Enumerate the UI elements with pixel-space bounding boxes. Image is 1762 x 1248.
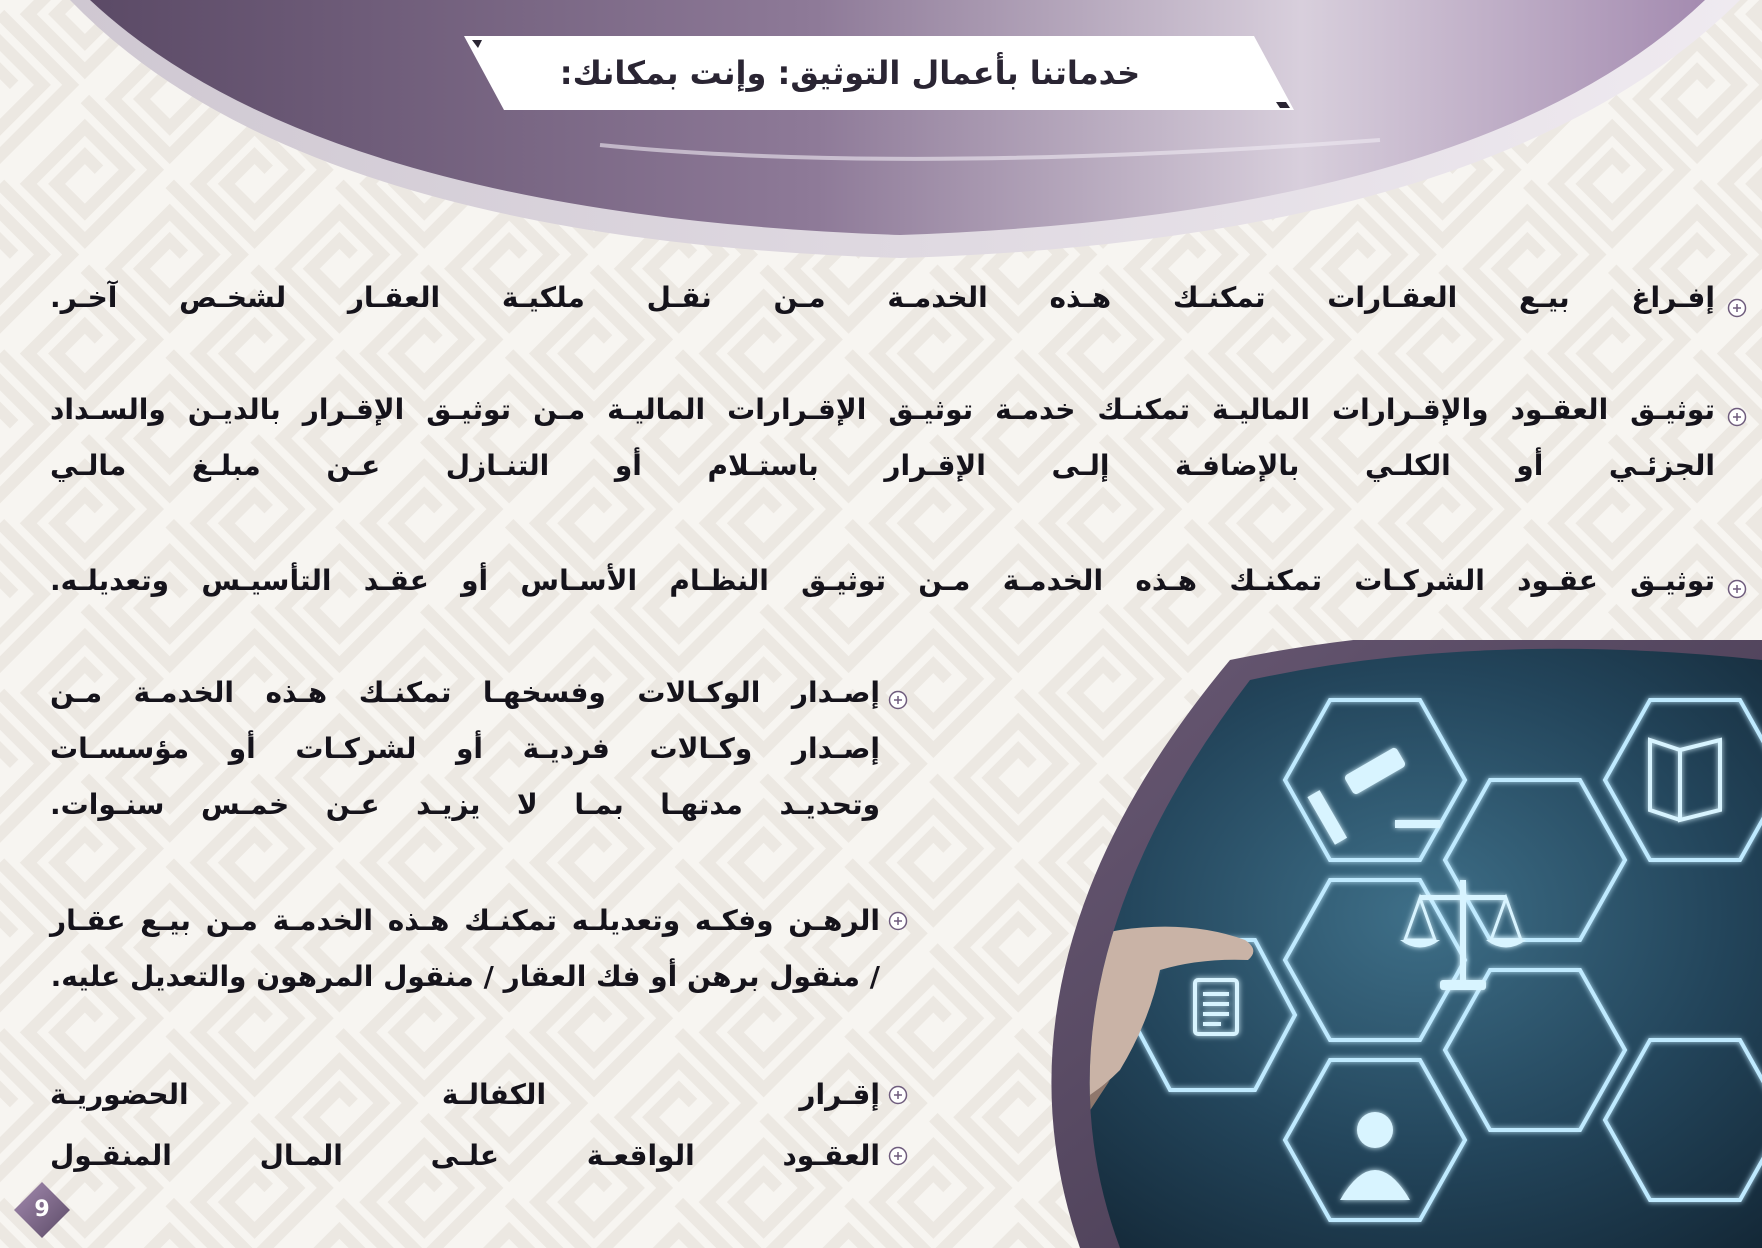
service-item-power-of-attorney bbox=[50, 665, 880, 833]
item-line: إصـدار وكـالات فرديـة أو لشركـات أو مؤسسـات bbox=[50, 732, 880, 765]
item-line: العقـود الواقعـة علـى المـال المنقـول bbox=[50, 1139, 880, 1172]
circle-emblem-icon bbox=[1727, 407, 1747, 427]
service-item-company-contracts bbox=[50, 553, 1715, 609]
page-number: 9 bbox=[34, 1197, 50, 1222]
service-item-movable-property bbox=[50, 1128, 880, 1184]
circle-emblem-icon bbox=[888, 1085, 908, 1105]
page-title: خدماتنا بأعمال التوثيق: وإنت بمكانك: bbox=[559, 54, 1141, 92]
service-item-mortgage bbox=[50, 893, 880, 1005]
circle-emblem-icon bbox=[888, 911, 908, 931]
item-line: / منقول برهن أو فك العقار / منقول المرهون والتعديل عليه. bbox=[50, 960, 880, 993]
circle-emblem-icon bbox=[888, 1146, 908, 1166]
service-item-property-transfer bbox=[50, 270, 1715, 326]
item-line: الرهـن وفكـه وتعديلـه تمكنـك هـذه الخدمـة مـن بيـع عقـار bbox=[50, 904, 880, 937]
item-line: إصـدار الوكـالات وفسخهـا تمكنـك هـذه الخدمـة مـن bbox=[50, 676, 880, 709]
item-line: إفـراغ بيـع العقـارات تمكنـك هـذه الخدمـة مـن نقـل ملكيـة العقـار لشخـص آخـر. bbox=[50, 281, 1715, 314]
circle-emblem-icon bbox=[1727, 298, 1747, 318]
digital-justice-photo bbox=[1000, 640, 1762, 1248]
circle-emblem-icon bbox=[888, 690, 908, 710]
item-line: توثيـق عقـود الشركـات تمكنـك هـذه الخدمـة مـن توثيـق النظـام الأسـاس أو عقـد التأسيـس وتعديلـه. bbox=[50, 564, 1715, 597]
item-line: توثيـق العقـود والإقـرارات الماليـة تمكنـك خدمـة توثيـق الإقـرارات الماليـة مـن توثيـق الإقـرار بالديـن والسـداد bbox=[50, 393, 1715, 426]
item-line: الجزئـي أو الكلـي بالإضافـة إلـى الإقـرار باستـلام أو التنـازل عـن مبلـغ مالـي bbox=[50, 449, 1715, 482]
circle-emblem-icon bbox=[1727, 579, 1747, 599]
service-item-financial-contracts bbox=[50, 382, 1715, 494]
service-item-guarantee bbox=[50, 1067, 880, 1123]
item-line: إقـرار الكفالـة الحضوريـة bbox=[50, 1078, 880, 1111]
item-line: وتحديـد مدتهـا بمـا لا يزيـد عـن خمـس سنـوات. bbox=[50, 788, 880, 821]
